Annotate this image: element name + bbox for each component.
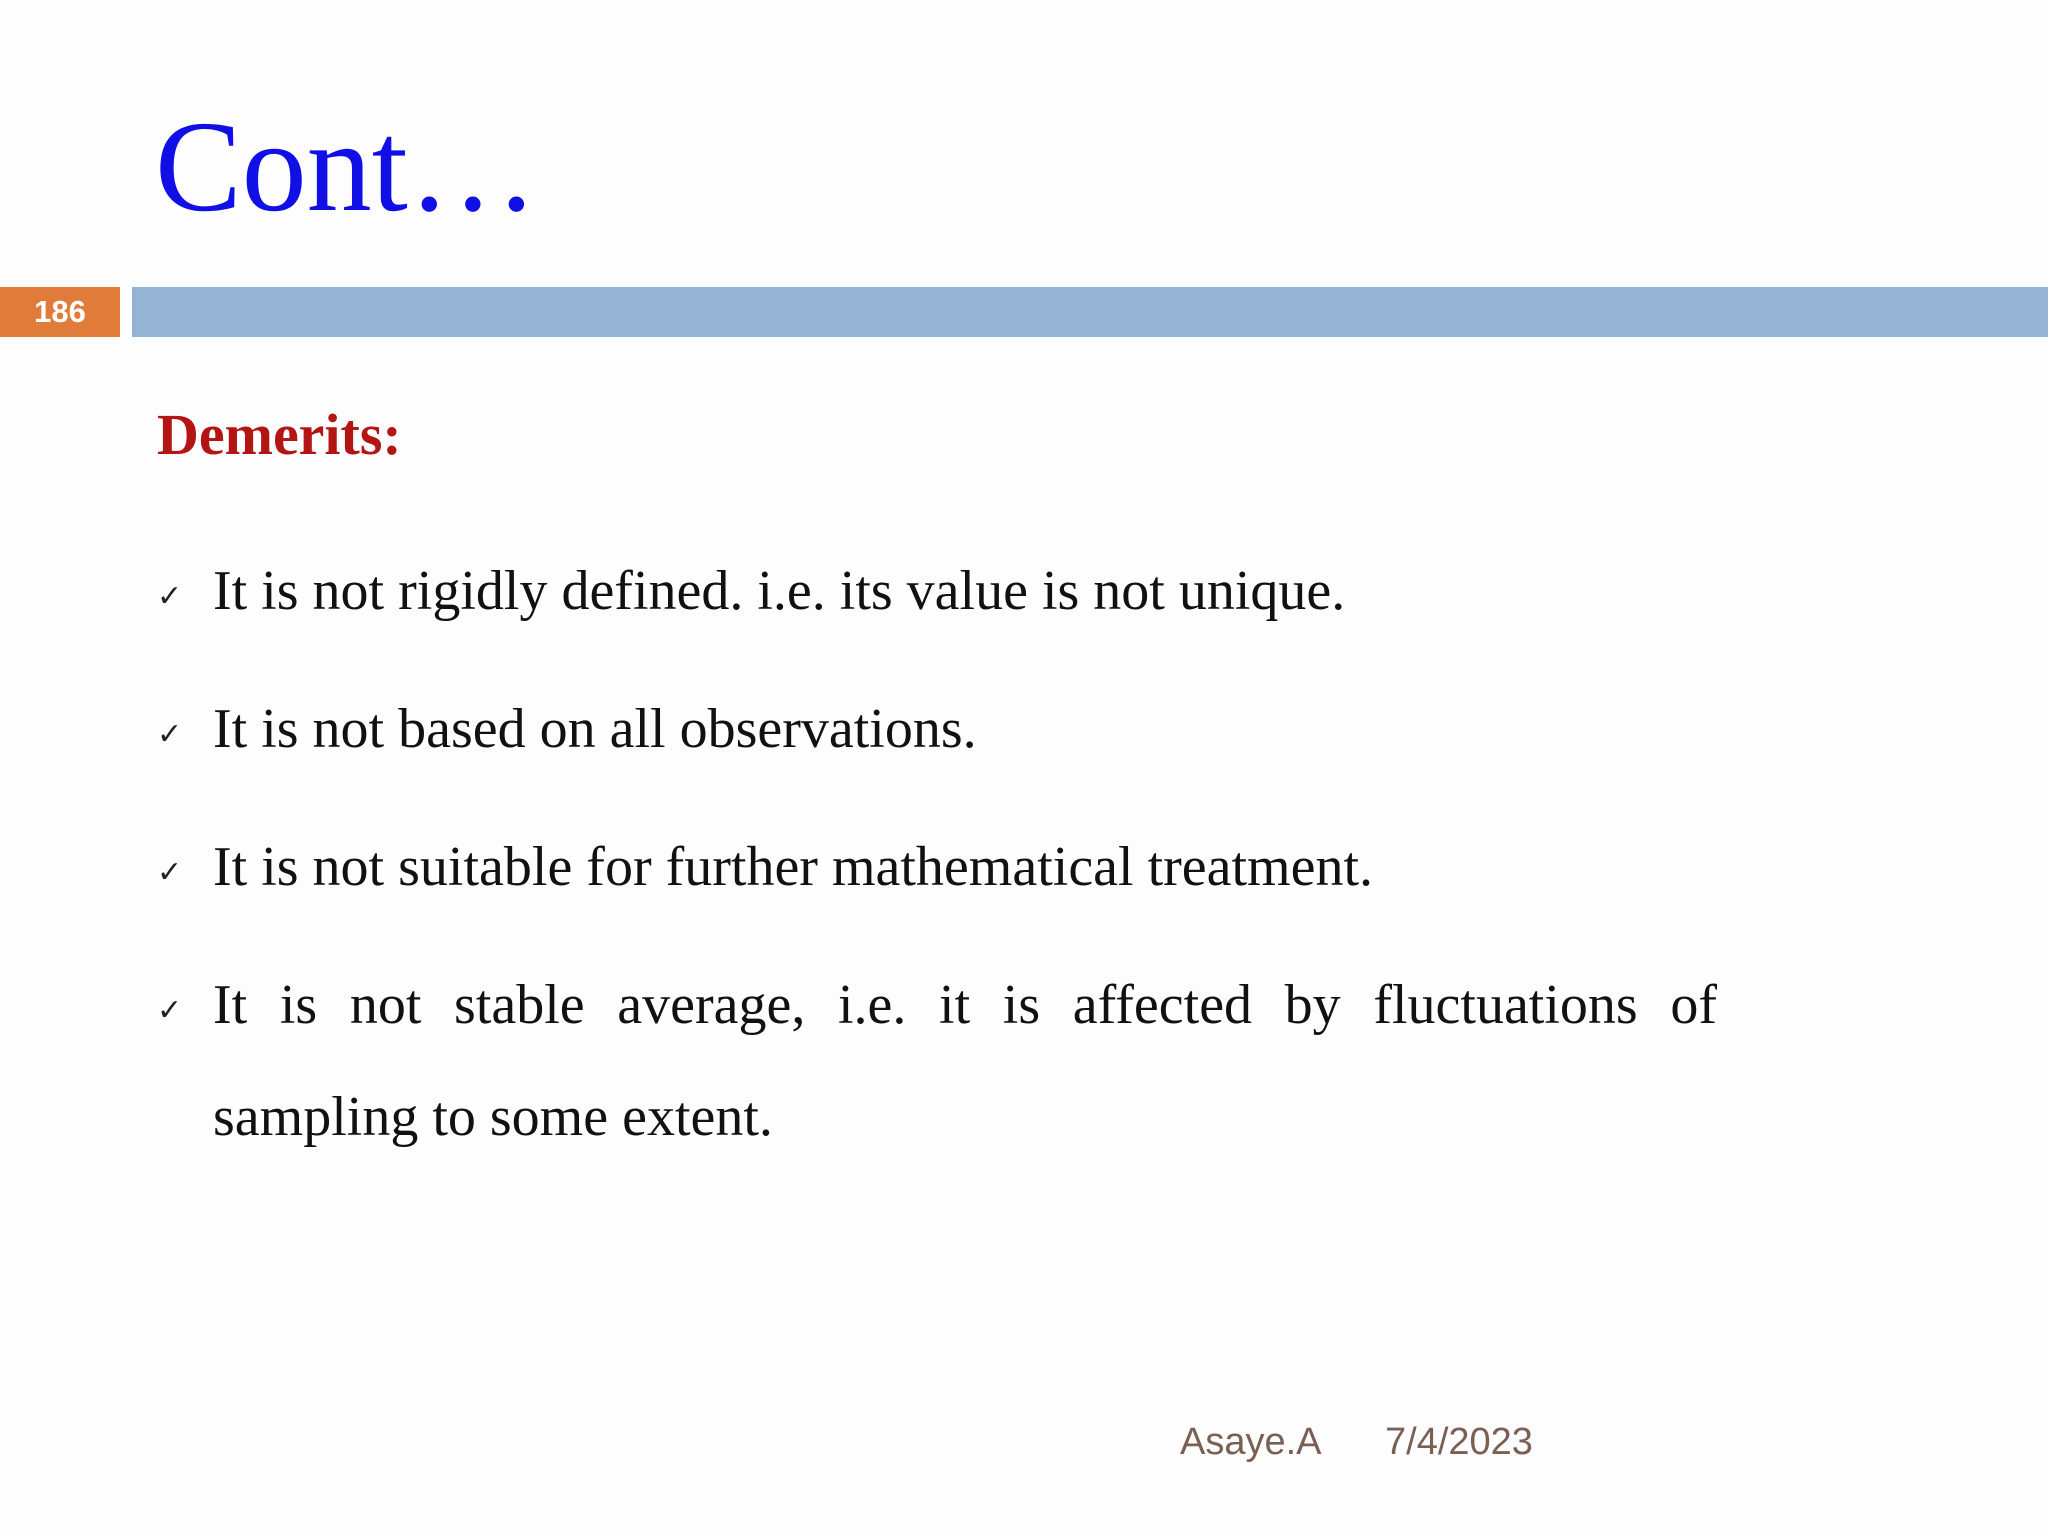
bullet-item — [157, 673, 1717, 785]
bullet-text: It is not suitable for further mathematical treatment. — [213, 836, 1374, 898]
bullet-list — [157, 535, 1717, 1199]
footer-author: Asaye.A — [1180, 1421, 1322, 1463]
check-mark-icon: ✓ — [157, 855, 183, 890]
footer-date: 7/4/2023 — [1385, 1421, 1533, 1463]
check-mark-icon: ✓ — [157, 717, 183, 752]
bullet-item — [157, 811, 1717, 923]
bullet-text: It is not stable average, i.e. it is affected by fluctuations of sampling to some extent. — [213, 974, 1717, 1148]
bullet-item — [157, 949, 1717, 1173]
section-heading: Demerits: — [157, 402, 402, 467]
bullet-item — [157, 535, 1717, 647]
title-divider-bar — [132, 287, 2048, 337]
bullet-text: It is not rigidly defined. i.e. its value is not unique. — [213, 560, 1346, 622]
check-mark-icon: ✓ — [157, 993, 183, 1028]
bullet-text: It is not based on all observations. — [213, 698, 977, 760]
check-mark-icon: ✓ — [157, 579, 183, 614]
slide-number-badge: 186 — [0, 287, 120, 337]
slide-title: Cont… — [155, 95, 538, 239]
